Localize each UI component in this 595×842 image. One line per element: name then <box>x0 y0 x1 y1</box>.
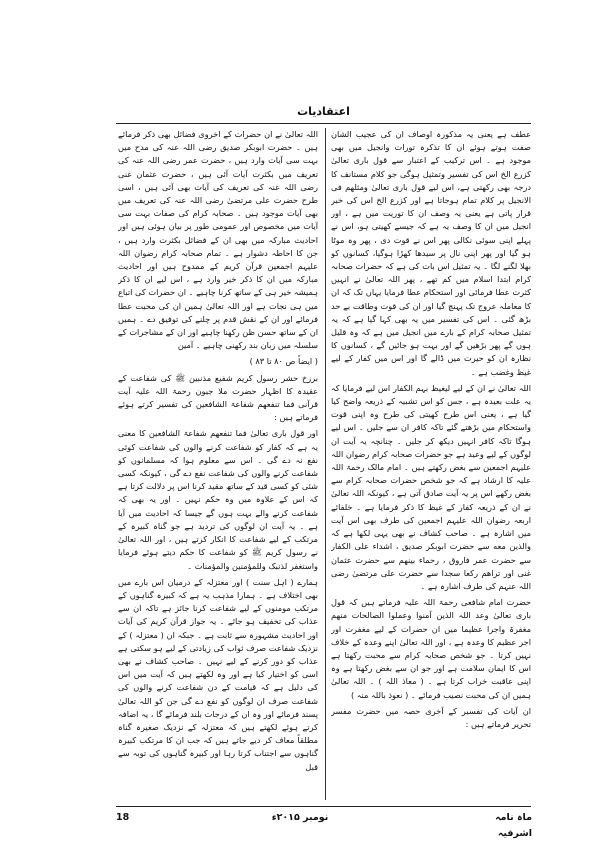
left-paragraph-4: اور قول باری تعالیٰ فما تنفعهم شفاعۃ الشافعین کا معنی یہ ہے کہ کفار کو شفاعت کرنے والوں کی شفاعت کوئی نفع نہ دے گی ۔ اس سے معلوم ہوا کہ مسلمانوں کو شفاعت کرنے والوں کی شفاعت نفع دے گی ، کیونکہ کسی شئی کو کسی قید کے ساتھ مقید کرنا اس پر دلالت کرتا ہے کہ اس کے علاوہ میں وہ حکم نہیں ۔ اور یہ بھی کہ شفاعت کرنے والے بہت ہوں گے جیسا کہ احادیث میں آیا ہے ۔ یہ آیت ان لوگوں کی تردید ہے جو گناہ کبیرہ کے مرتکب کے لیے شفاعت کا انکار کرتے ہیں ، اور اللہ تعالیٰ نے رسول کریم ﷺ کو شفاعت کا حکم دیتے ہوئے فرمایا واستغفر لذنبک وللمؤمنین والمؤمنات ۔ <box>118 428 318 571</box>
footer-rule <box>116 806 531 807</box>
left-paragraph-3: برزخ حشر رسول کریم شفیع مذنبین ﷺ کی شفاعت کے عقیدہ کا اظہار حضرت ملا جیون رحمۃ اللہ علیہ آیت قرآنی فما تنفعهم شفاعۃ الشافعین کی تفسیر کرتے ہوئے فرماتے ہیں : <box>118 372 318 423</box>
left-paragraph-5: ہمارے ( اہل سنت ) اور معتزلہ کے درمیان اس بارے میں بھی اختلاف ہے ۔ ہمارا مذہب یہ ہے کہ کبیرہ گناہوں کے مرتکب مومنوں کے لیے شفاعت کرنا جائز ہے تاکہ ان سے عذاب کی تخفیف ہو جائے ۔ یہ جواز قرآن کریم کی آیات اور احادیث مشہورہ سے ثابت ہے ۔ جبکہ ان ( معتزلہ ) کے نزدیک شفاعت صرف ثواب کی زیادتی کے لیے ہو سکتی ہے عذاب کو دور کرنے کے لیے نہیں ۔ صاحب کشاف نے بھی اسی کو اختیار کیا ہے اور وہ لکھتے ہیں کہ آیت میں اس کی دلیل ہے کہ قیامت کے دن شفاعت کرنے والوں کی شفاعت صرف ان لوگوں کو نفع دے گی جن کو اللہ تعالیٰ پسند فرمائے اور وہ ان کے درجات بلند فرمائے گا ، یہ اضافہ کرتے ہوئے لکھتے ہیں کہ معتزلہ کے نزدیک صغیرہ گناہ مطلقاً معاف کر دیے جاتے ہیں کہ جب ان کا مرتکب کبیرہ گناہوں سے اجتناب کرتا رہا اور کبیرہ گناہوں کی توبہ سے قبل <box>118 576 318 772</box>
right-paragraph-3: حضرت امام شافعی رحمۃ اللہ علیہ فرماتے ہیں کہ قول باری تعالیٰ وعد اللہ الذین آمنوا وعملوا الصالحات منهم مغفرۃ واجرا عظیما میں ان حضرات کے لیے مغفرت اور اجر عظیم کا وعدہ ہے ، اور اللہ تعالیٰ اپنے وعدہ کے خلاف نہیں کرتا ۔ جو شخص صحابہ کرام سے محبت رکھتا ہے اس کا ایمان سلامت ہے اور جو ان سے بغض رکھتا ہے وہ اپنی عاقبت خراب کرتا ہے ۔ ( معاذ اللہ ) ۔ اللہ تعالیٰ ہمیں ان کی محبت نصیب فرمائے ۔ ( نعوذ باللہ منہ ) <box>331 597 531 700</box>
right-paragraph-2: اللہ تعالیٰ نے ان کے لیے لیغیظ بہم الکفار اس لیے فرمایا کہ یہ علت بعیدہ ہے ، جس کو اس تشبیہ کے ذریعہ واضح کیا گیا ہے ، یعنی اس طرح کھیتی کی طرح وہ اپنی قوت واستحکام میں بڑھتے گئے تاکہ کافر ان سے جلیں ۔ اس لیے ہوگا تاکہ کافر انہیں دیکھ کر جلیں ۔ چنانچہ یہ آیت ان لوگوں کے لیے وعید ہے جو حضرات صحابہ کرام رضوان اللہ علیہم اجمعین سے بغض رکھتے ہیں ۔ امام مالک رحمۃ اللہ علیہ کا ارشاد ہے کہ جو شخص حضرات صحابہ کرام سے بغض رکھے اس پر یہ آیت صادق آتی ہے ، کیونکہ اللہ تعالیٰ نے ان کے ذریعہ کفار کے غیظ کا ذکر فرمایا ہے ۔ خلفائے اربعہ رضوان اللہ علیہم اجمعین کی طرف بھی اس آیت میں اشارہ ہے ۔ صاحب کشاف نے بھی یہی لکھا ہے کہ والذین معه سے حضرت ابوبکر صدیق ، اشداء علی الکفار سے حضرت عمر فاروق ، رحماء بینهم سے حضرت عثمان غنی اور تراهم رکعا سجدا سے حضرت علی مرتضیٰ رضی اللہ عنہم کی طرف اشارہ ہے ۔ <box>331 382 531 591</box>
right-paragraph-1: عطف ہے یعنی یہ مذکورہ اوصاف ان کی عجیب الشان صفت ہوتے ہوئے ان کا تذکرہ تورات وانجیل میں بھی موجود ہے ۔ اس ترکیب کے اعتبار سے قول باری تعالیٰ کزرع الخ اس کی تفسیر وتمثیل ہوگی جو کلام مستانف کا درجہ بھی رکھتی ہے، اس لیے قول باری تعالیٰ ومثلهم فی الانجیل پر کلام تمام ہوجاتا ہے اور کزرع الخ اس کی خبر قرار پاتی ہے یعنی یہ وصف ان کا توریت میں ہے ، اور انجیل میں ان کا وصف یہ ہے کہ جیسے کھیتی ہو، اس نے پہلے اپنی سوئی نکالی پھر اس نے قوت دی ، پھر وہ موٹا ہو گیا اور پھر اپنی نال پر سیدھا کھڑا ہوگیا، کسانوں کو بھلا لگنے لگا ۔ یہ تمثیل اس بات کی ہے کہ حضرات صحابہ کرام ابتدا اسلام میں کم تھے ، پھر اللہ تعالیٰ نے انہیں کثرت عطا فرمائی اور استحکام عطا فرمایا یہاں تک کہ ان کا معاملہ عروج تک پہنچ گیا اور ان کی قوت وطاقت بے حد بڑھ گئی ۔ اس کی تفسیر میں یہ بھی کہا گیا ہے کہ یہ تمثیل صحابہ کرام کے بارے میں انجیل میں ہے کہ وہ قلیل ہوں گے پھر بڑھیں گے اور بہت ہو جائیں گے ، کسانوں کا نظارہ ان کو حیرت میں ڈالے گا اور اس میں کفار کے لیے غیظ وغضب ہے ۔ <box>331 129 531 377</box>
page-header-title: اعتقادیات <box>297 105 350 118</box>
right-paragraph-4: ان آیات کی تفسیر کے آخری حصہ میں حضرت مفسر تحریر فرماتے ہیں : <box>331 705 531 729</box>
column-divider <box>325 128 326 800</box>
left-column <box>118 128 318 800</box>
footer-magazine-name: ماہ نامہ اشرفیہ <box>495 812 532 839</box>
right-column <box>331 128 531 800</box>
header-rule <box>116 123 531 124</box>
left-paragraph-2: ( ایضاً ص ٨٠ تا ٨٣ ) <box>249 356 318 367</box>
footer-page-number: 18 <box>116 812 130 823</box>
footer-issue-date: نومبر ۲۰۱۵ء <box>271 812 329 823</box>
left-paragraph-1: اللہ تعالیٰ نے ان حضرات کے اخروی فضائل بھی ذکر فرمائے ہیں ۔ حضرت ابوبکر صدیق رضی اللہ عنہ کی مدح میں بہت سی آیات وارد ہیں ، حضرت عمر رضی اللہ عنہ کی تعریف میں بکثرت آیات آئی ہیں ، حضرت عثمان غنی رضی اللہ عنہ کی تعریف کی آیات بھی آئی ہیں ، اسی طرح حضرت علی مرتضیٰ رضی اللہ عنہ کی تعریف میں بھی آیات موجود ہیں ۔ صحابہ کرام کی صفات بہت سی آیات میں مخصوص اور عمومی طور پر بیان ہوئی ہیں اور احادیث مبارکہ میں بھی ان کے فضائل بکثرت وارد ہیں ، جن کا احاطہ دشوار ہے ۔ تمام صحابہ کرام رضوان اللہ علیہم اجمعین قرآن کریم کے ممدوح ہیں اور احادیث مبارکہ میں ان کا ذکر خیر وارد ہے ، اس لیے ان کا ذکر ہمیشہ خیر ہی کے ساتھ کرنا چاہیے ۔ ان حضرات کی اتباع میں ہی نجات ہے اور اللہ تعالیٰ ہمیں ان کی محبت عطا فرمائے اور ان کے نقش قدم پر چلنے کی توفیق دے ۔ ہمیں ان کے ساتھ حسن ظن رکھنا چاہیے اور ان کے مشاجرات کے سلسلہ میں زبان بند رکھنی چاہیے ۔ آمین <box>118 129 318 351</box>
